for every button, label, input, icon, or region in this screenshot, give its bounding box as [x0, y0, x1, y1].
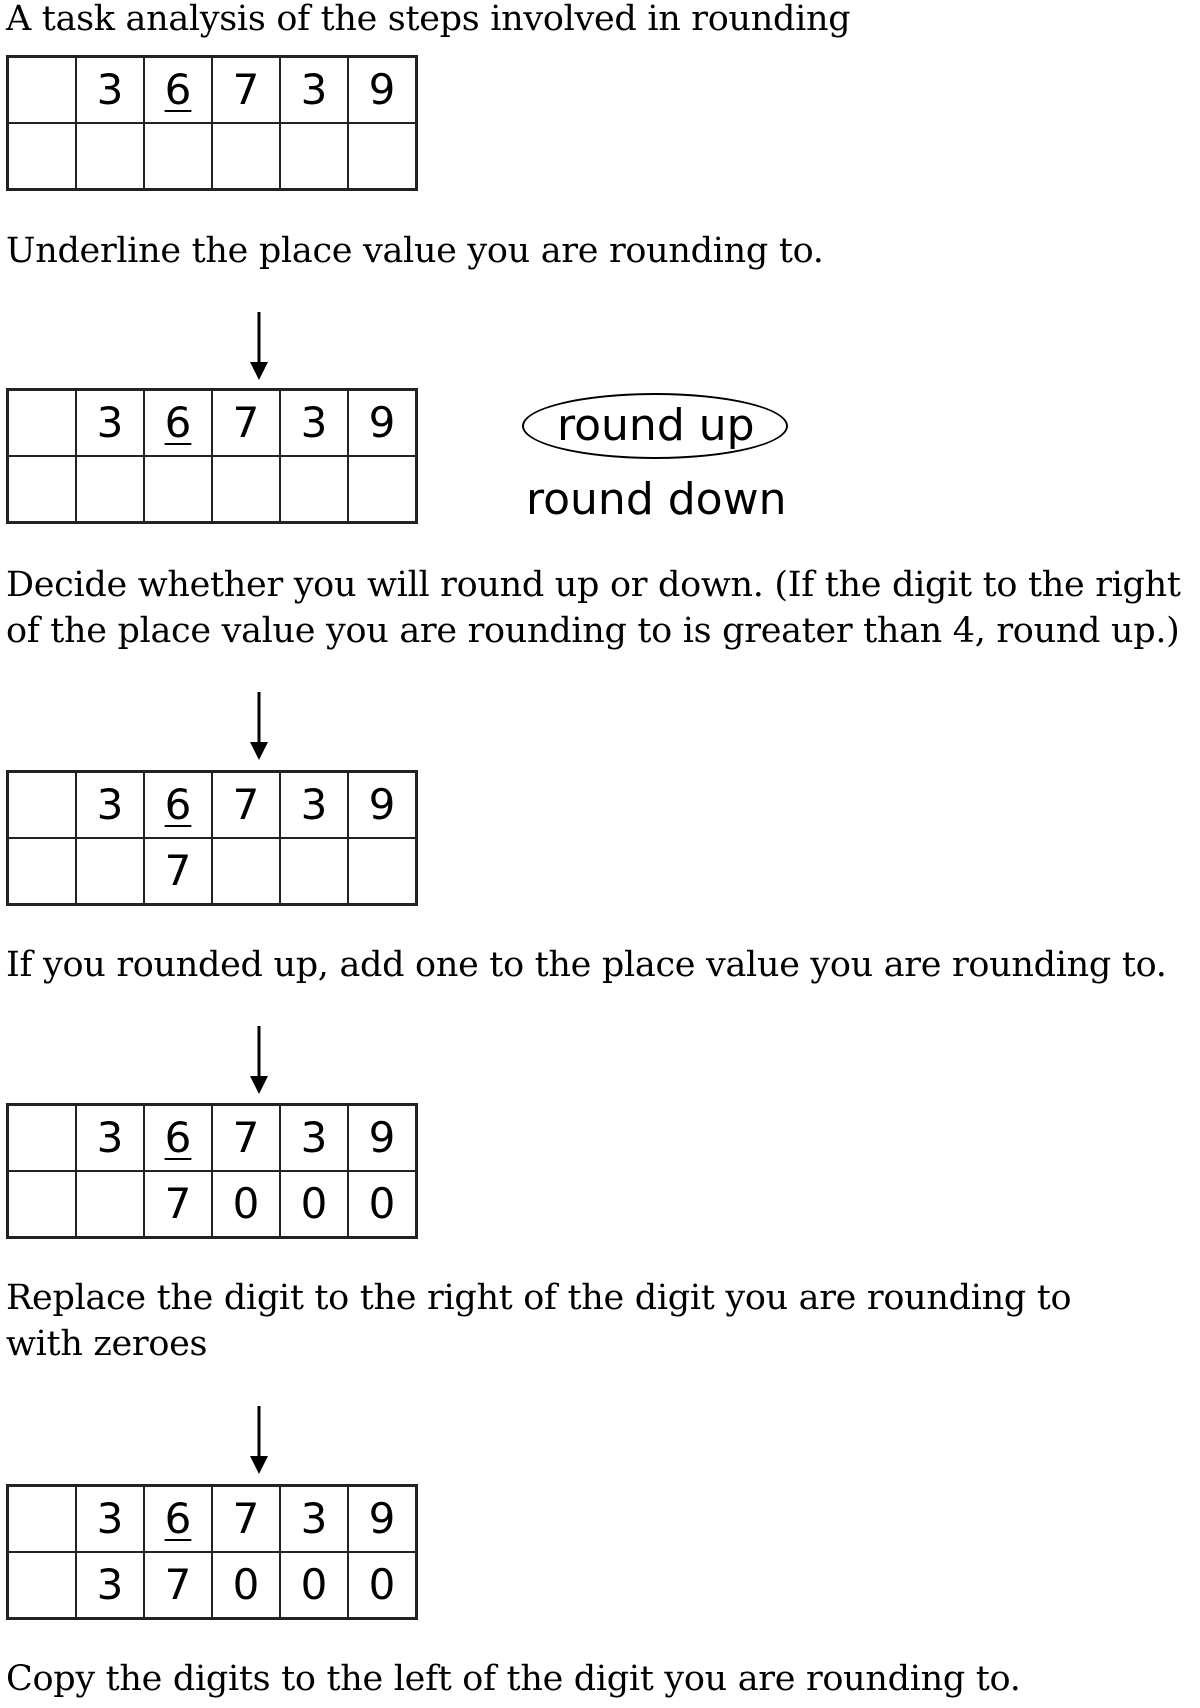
grid-cell-rounding-place	[144, 1105, 212, 1172]
underlined-digit: 6	[164, 398, 192, 447]
grid-cell: 7	[144, 1171, 212, 1238]
result-row	[8, 1171, 417, 1238]
grid-cell: 7	[212, 1105, 280, 1172]
grid-cell	[8, 390, 77, 457]
grid-cell	[76, 456, 144, 523]
step-4-caption-line-2: with zeroes	[6, 1324, 208, 1364]
grid-cell	[212, 838, 280, 905]
digit-grid-step-5	[6, 1484, 418, 1620]
grid-cell: 3	[280, 1105, 348, 1172]
original-number-row	[8, 772, 417, 839]
grid-cell: 0	[280, 1552, 348, 1619]
original-number-row	[8, 57, 417, 124]
grid-cell: 9	[348, 1486, 417, 1553]
grid-cell	[8, 57, 77, 124]
step-2-caption-line-1: Decide whether you will round up or down. (If the digit to the right	[6, 565, 1181, 605]
digit-grid-step-4	[6, 1103, 418, 1239]
digit-grid-step-3	[6, 770, 418, 906]
grid-cell	[212, 456, 280, 523]
grid-cell: 3	[76, 1105, 144, 1172]
grid-cell	[280, 456, 348, 523]
grid-cell: 0	[348, 1171, 417, 1238]
original-number-row	[8, 1105, 417, 1172]
result-row	[8, 1552, 417, 1619]
grid-cell-rounding-place	[144, 1486, 212, 1553]
grid-cell: 0	[348, 1552, 417, 1619]
step-4-caption-line-1: Replace the digit to the right of the digit you are rounding to	[6, 1278, 1072, 1318]
grid-cell	[8, 838, 77, 905]
grid-cell	[212, 123, 280, 190]
grid-cell-rounding-place	[144, 390, 212, 457]
grid-cell: 3	[280, 1486, 348, 1553]
grid-cell: 3	[76, 1552, 144, 1619]
underlined-digit: 6	[164, 780, 192, 829]
grid-cell: 3	[280, 772, 348, 839]
step-3-caption: If you rounded up, add one to the place value you are rounding to.	[6, 945, 1167, 985]
grid-cell	[8, 1552, 77, 1619]
original-number-row	[8, 1486, 417, 1553]
grid-cell	[8, 1105, 77, 1172]
grid-cell: 3	[76, 1486, 144, 1553]
down-arrow-icon	[244, 1406, 274, 1476]
grid-cell	[8, 123, 77, 190]
grid-cell: 7	[212, 390, 280, 457]
grid-cell	[76, 838, 144, 905]
grid-cell	[348, 838, 417, 905]
grid-cell-rounding-place	[144, 772, 212, 839]
grid-cell	[8, 1171, 77, 1238]
down-arrow-icon	[244, 312, 274, 382]
grid-cell: 0	[212, 1171, 280, 1238]
grid-cell-rounding-place	[144, 57, 212, 124]
grid-cell: 7	[212, 772, 280, 839]
grid-cell: 7	[212, 57, 280, 124]
document-title: A task analysis of the steps involved in rounding	[6, 0, 851, 39]
grid-cell	[76, 123, 144, 190]
grid-cell: 3	[76, 772, 144, 839]
grid-cell	[8, 772, 77, 839]
result-row	[8, 123, 417, 190]
grid-cell: 3	[280, 57, 348, 124]
step-1-caption: Underline the place value you are rounding to.	[6, 231, 824, 271]
digit-grid-step-1	[6, 55, 418, 191]
down-arrow-icon	[244, 692, 274, 762]
down-arrow-icon	[244, 1026, 274, 1096]
underlined-digit: 6	[164, 1113, 192, 1162]
grid-cell	[280, 838, 348, 905]
grid-cell	[348, 123, 417, 190]
grid-cell: 7	[212, 1486, 280, 1553]
grid-cell: 9	[348, 1105, 417, 1172]
underlined-digit: 6	[164, 65, 192, 114]
digit-grid-step-2	[6, 388, 418, 524]
grid-cell: 7	[144, 1552, 212, 1619]
grid-cell	[8, 456, 77, 523]
grid-cell: 9	[348, 772, 417, 839]
grid-cell: 3	[76, 57, 144, 124]
grid-cell: 3	[280, 390, 348, 457]
grid-cell	[280, 123, 348, 190]
round-down-option: round down	[526, 474, 787, 525]
grid-cell: 0	[280, 1171, 348, 1238]
grid-cell: 9	[348, 57, 417, 124]
grid-cell: 3	[76, 390, 144, 457]
grid-cell: 7	[144, 838, 212, 905]
step-5-caption: Copy the digits to the left of the digit you are rounding to.	[6, 1659, 1021, 1699]
grid-cell	[348, 456, 417, 523]
grid-cell	[144, 456, 212, 523]
grid-cell	[76, 1171, 144, 1238]
grid-cell	[8, 1486, 77, 1553]
grid-cell: 0	[212, 1552, 280, 1619]
result-row	[8, 456, 417, 523]
grid-cell: 9	[348, 390, 417, 457]
grid-cell	[144, 123, 212, 190]
original-number-row	[8, 390, 417, 457]
round-up-option: round up	[557, 400, 755, 451]
step-2-caption-line-2: of the place value you are rounding to is greater than 4, round up.)	[6, 611, 1180, 651]
result-row	[8, 838, 417, 905]
underlined-digit: 6	[164, 1494, 192, 1543]
